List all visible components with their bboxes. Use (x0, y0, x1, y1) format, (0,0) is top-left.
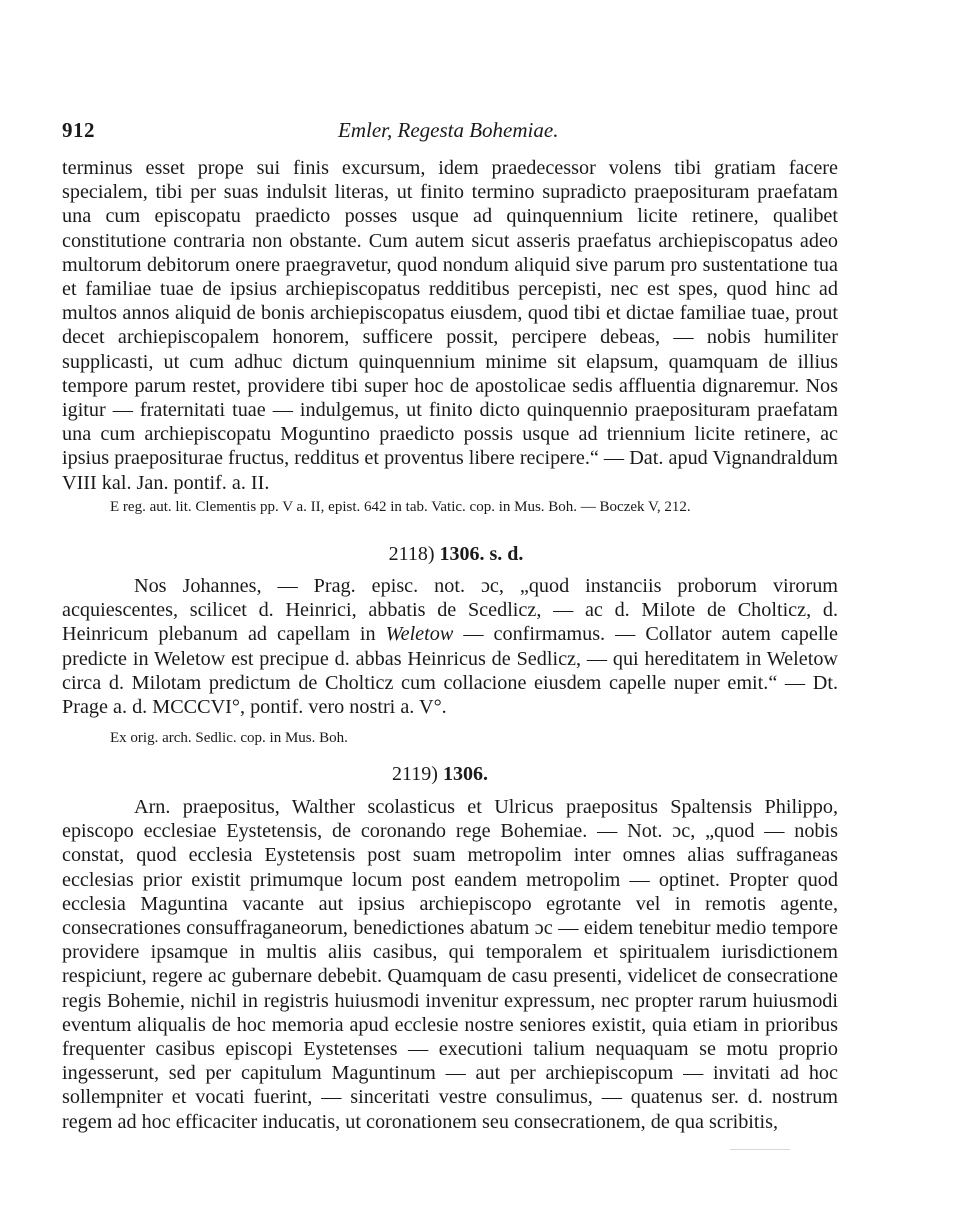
entry-2117-continuation-paragraph: terminus esset prope sui finis excursum, idem praedecessor volens tibi gratiam facere specialem, tibi per suas indulsit literas, ut finito termino supradicto praeposituram praefatam una cum episcopatu praedicto posses usque ad quinquennium licite retinere, qualibet constitutione contraria non obstante. Cum autem sicut asseris praefatus archiepiscopatus adeo multorum debitorum onere praegravetur, quod nondum aliquid sive parum pro sustentatione tua et familiae tuae de ipsius archiepiscopatus redditibus percepisti, nec est spes, quod hinc ad multos annos aliquid de bonis archiepiscopatus eiusdem, quod tibi et dictae familiae tuae, prout decet archiepiscopalem honorem, sufficere possit, percipere debeas, — nobis humiliter supplicasti, ut cum adhuc dictum quinquennium minime sit elapsum, quamquam de illius tempore parum restet, providere tibi super hoc de apostolicae sedis affluentia dignaremur. Nos igitur — fraternitati tuae — indulgemus, ut finito dicto quinquennio praeposituram praefatam una cum archiepiscopatu Moguntino praedicto possis usque ad triennium licite retinere, ac ipsius praepositurae fructus, redditus et proventus libere recipere.“ — Dat. apud Vignandraldum VIII kal. Jan. pontif. a. II. (62, 157, 838, 494)
entry-2119-heading (0, 763, 920, 786)
entry-date: 1306. (442, 763, 488, 785)
entry-2118-text-end: — confirmamus. — Collator autem capelle predicte in Weletow est precipue d. abbas Heinricus de Sedlicz, — qui hereditatem in Weletow circa d. Milotam predictum de Cholticz cum collacione eiusdem capelle nuper emit.“ — Dt. Prage a. d. MCCCVI°, pontif. vero nostri a. V°. (62, 623, 839, 719)
entry-2118-place-name: Weletow (385, 623, 454, 646)
entry-2119-text: Arn. praepositus, Walther scolasticus et Ulricus praepositus Spaltensis Philippo, episcopo ecclesiae Eystetensis, de coronando rege Bohemiae. — Not. ɔc, „quod — nobis constat, quod ecclesia Eystetensis post suam metropolim inter omnes alias suffraganeas ecclesias prior existit primumque locum post eandem metropolim — optinet. Propter quod ecclesia Maguntina vacante aut ipsius archiepiscopo egrotante vel in remotis agente, consecrationes consuffraganeorum, benedictiones abatum ɔc — eidem tenebitur medio tempore providere ipsamque in multis aliis casibus, qui temporalem et spiritualem iurisdictionem respiciunt, regere ac gubernare debebit. Quamquam de casu presenti, videlicet de consecratione regis Bohemie, nichil in registris huiusmodi invenitur expressum, nec propter rarum huiusmodi eventum aliqualis de hoc memoria apud ecclesie nostre seniores existit, quia etiam in prioribus frequenter casibus episcopi Eystetenses — executioni talium nequaquam se motu proprio ingesserunt, sed per capitulum Maguntinum — aut per archiepiscopum — invitati ad hoc sollempniter et vocati fuerint, — sinceritati vestre consulimus, — quatenus ser. d. nostrum regem ad hoc efficaciter inducatis, ut coronationem seu consecrationem, de qua scribitis, (62, 796, 838, 1133)
entry-2119-paragraph (62, 795, 838, 1134)
page-number: 912 (62, 118, 95, 142)
entry-number: 2118) (388, 543, 435, 565)
entry-2118-paragraph (62, 574, 838, 719)
entry-2117-source-note: E reg. aut. lit. Clementis pp. V a. II, epist. 642 in tab. Vatic. cop. in Mus. Boh. — Boczek V, 212. (110, 499, 691, 515)
entry-2118-source-note: Ex orig. arch. Sedlic. cop. in Mus. Boh. (110, 730, 348, 746)
entry-date: 1306. s. d. (439, 543, 524, 565)
running-head (62, 118, 838, 146)
entry-2118-heading (0, 543, 936, 566)
running-title: Emler, Regesta Bohemiae. (338, 118, 559, 142)
entry-number: 2119) (392, 763, 438, 785)
entry-2118-text-start: Nos Johannes, — Prag. episc. not. ɔc, „quod instanciis proborum virorum acquiescentes, scilicet d. Heinrici, abbatis de Scedlicz, — ac d. Milote de Cholticz, d. Heinricum plebanum ad capellam in (62, 575, 838, 646)
scan-artifact-line (730, 1149, 790, 1150)
